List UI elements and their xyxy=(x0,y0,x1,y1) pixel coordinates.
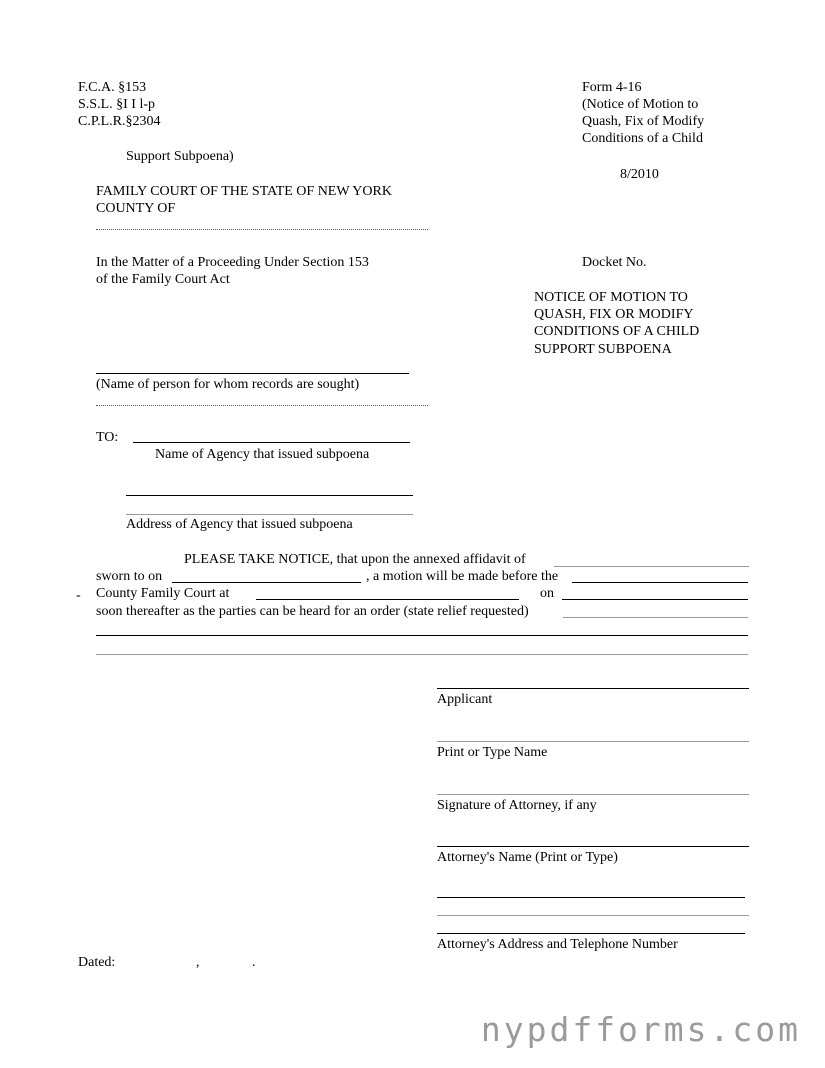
statute-ssl: S.S.L. §I I l-p xyxy=(78,97,155,112)
county-dotted-line[interactable] xyxy=(96,229,428,230)
attorney-signature-label: Signature of Attorney, if any xyxy=(437,798,597,813)
hearing-date-line[interactable] xyxy=(562,599,748,600)
attorney-address-line[interactable] xyxy=(437,915,749,916)
person-name-line[interactable] xyxy=(96,373,409,374)
form-title-line: Quash, Fix of Modify xyxy=(582,114,705,129)
agency-label: Name of Agency that issued subpoena xyxy=(155,447,370,462)
form-title-line: (Notice of Motion to xyxy=(582,97,699,112)
notice-title-line: SUPPORT SUBPOENA xyxy=(534,342,672,357)
relief-line[interactable] xyxy=(563,617,748,618)
county-label: COUNTY OF xyxy=(96,201,176,216)
affiant-name-line[interactable] xyxy=(554,566,749,567)
matter-line: In the Matter of a Proceeding Under Section 153 xyxy=(96,255,369,270)
notice-title-line: CONDITIONS OF A CHILD xyxy=(534,324,700,339)
court-location-line[interactable] xyxy=(256,599,519,600)
form-number: Form 4-16 xyxy=(582,80,642,95)
notice-title-line: QUASH, FIX OR MODIFY xyxy=(534,307,694,322)
docket-label: Docket No. xyxy=(582,255,647,270)
applicant-label: Applicant xyxy=(437,692,493,707)
dated-comma: , xyxy=(196,955,200,970)
relief-line[interactable] xyxy=(96,654,748,655)
notice-text: County Family Court at xyxy=(96,586,230,601)
applicant-line[interactable] xyxy=(437,688,749,689)
address-label: Address of Agency that issued subpoena xyxy=(126,517,353,532)
agency-address-line[interactable] xyxy=(126,514,413,515)
statute-continuation: Support Subpoena) xyxy=(126,149,234,164)
matter-line: of the Family Court Act xyxy=(96,272,230,287)
attorney-address-line[interactable] xyxy=(437,933,745,934)
notice-text: on xyxy=(540,586,554,601)
to-label: TO: xyxy=(96,430,119,445)
notice-text: , a motion will be made before the xyxy=(366,569,559,584)
attorney-name-line[interactable] xyxy=(437,846,749,847)
form-date: 8/2010 xyxy=(620,167,659,182)
statute-fca: F.C.A. §153 xyxy=(78,80,147,95)
agency-name-line[interactable] xyxy=(133,442,410,443)
notice-text: sworn to on xyxy=(96,569,163,584)
relief-line[interactable] xyxy=(96,635,748,636)
sworn-date-line[interactable] xyxy=(172,582,361,583)
attorney-address-label: Attorney's Address and Telephone Number xyxy=(437,937,678,952)
notice-text: soon thereafter as the parties can be heard for an order (state relief requested) xyxy=(96,604,529,619)
margin-mark: - xyxy=(76,588,81,603)
agency-address-line[interactable] xyxy=(126,495,413,496)
print-name-label: Print or Type Name xyxy=(437,745,548,760)
notice-text: PLEASE TAKE NOTICE, that upon the annexed affidavit of xyxy=(184,552,526,567)
caption-dotted-line xyxy=(96,405,428,406)
notice-title-line: NOTICE OF MOTION TO xyxy=(534,290,688,305)
statute-cplr: C.P.L.R.§2304 xyxy=(78,114,161,129)
judge-line[interactable] xyxy=(572,582,748,583)
attorney-name-label: Attorney's Name (Print or Type) xyxy=(437,850,618,865)
dated-label: Dated: xyxy=(78,955,116,970)
watermark: nypdfforms.com xyxy=(480,1010,801,1049)
attorney-signature-line[interactable] xyxy=(437,794,749,795)
person-label: (Name of person for whom records are sought) xyxy=(96,377,360,392)
print-name-line[interactable] xyxy=(437,741,749,742)
dated-period: . xyxy=(252,955,256,970)
court-name: FAMILY COURT OF THE STATE OF NEW YORK xyxy=(96,184,392,199)
attorney-address-line[interactable] xyxy=(437,897,745,898)
form-title-line: Conditions of a Child xyxy=(582,131,703,146)
